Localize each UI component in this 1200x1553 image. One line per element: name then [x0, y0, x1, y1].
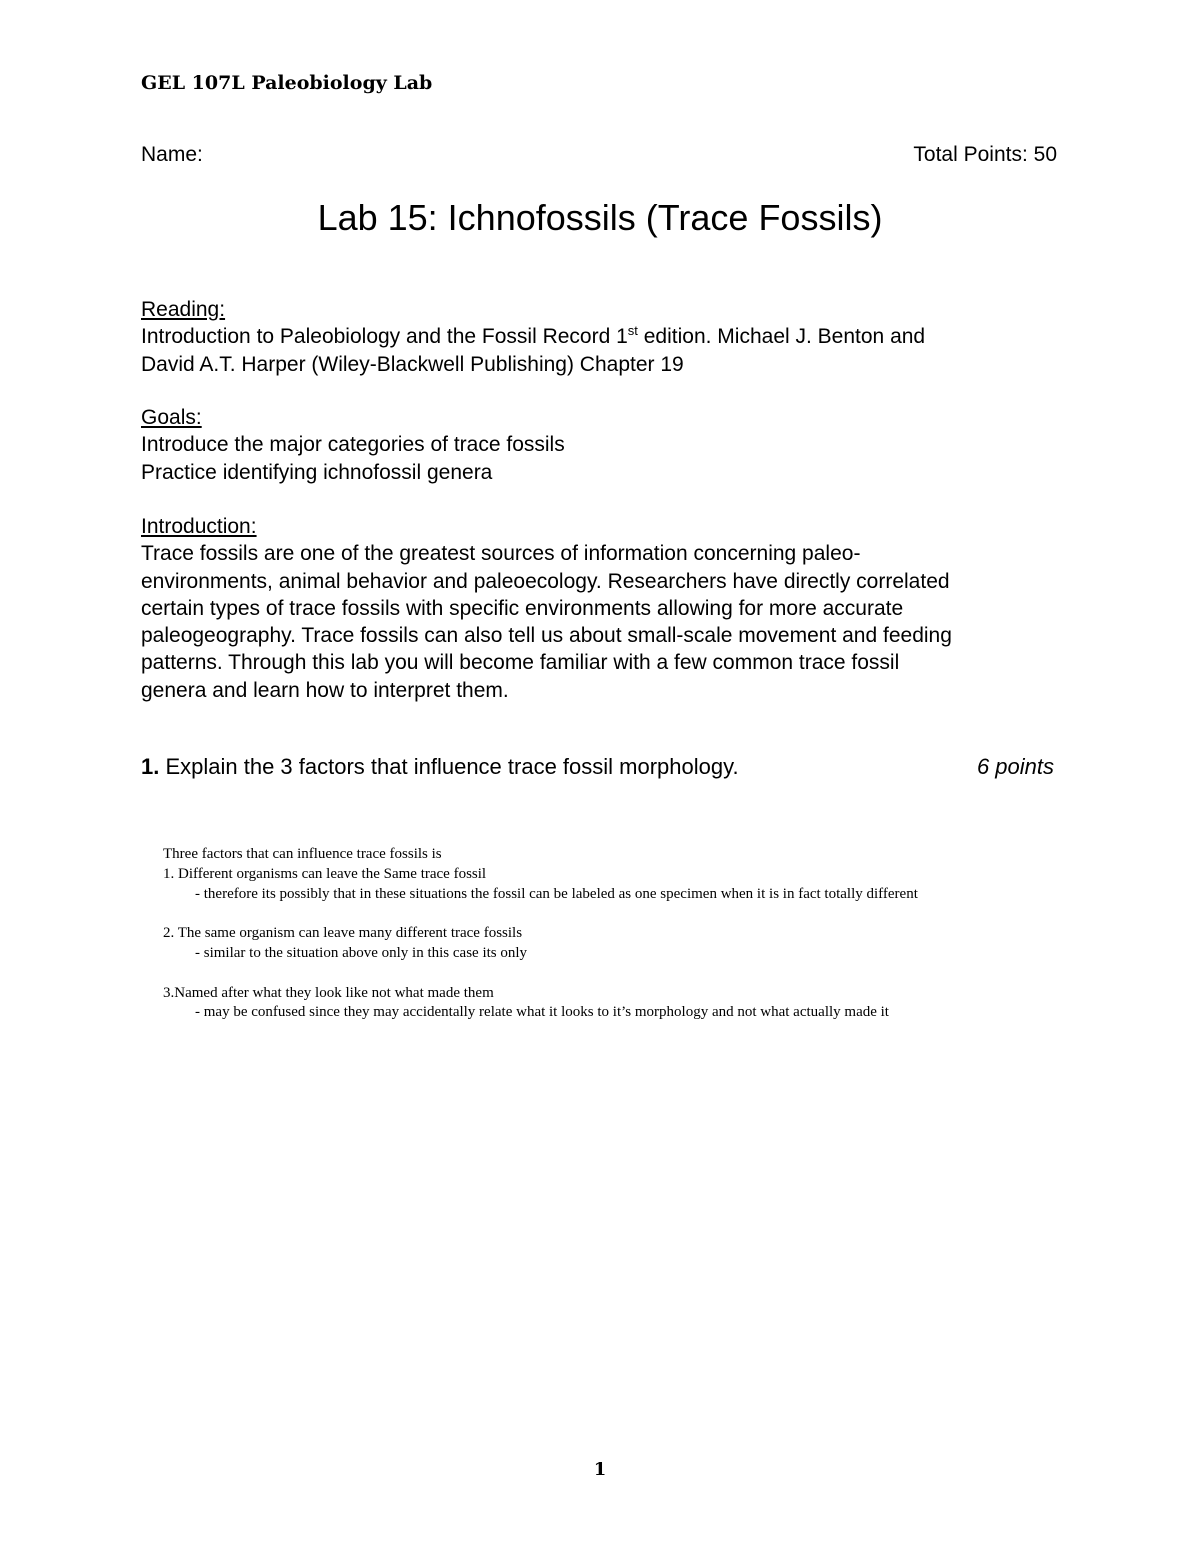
answer-factor-3: 3.Named after what they look like not what made them [163, 984, 494, 1001]
page-number: 1 [593, 1459, 607, 1480]
answer-intro: Three factors that can influence trace fossils is [163, 846, 442, 862]
answer-block [163, 845, 918, 1023]
goal-item: Practice identifying ichnofossil genera [141, 460, 493, 484]
answer-factor-3-note: - may be confused since they may accidentally relate what it looks to it’s morphology and not what actually made it [195, 1004, 889, 1021]
question-1 [141, 754, 739, 780]
goal-item: Introduce the major categories of trace fossils [141, 433, 565, 457]
name-label: Name: [141, 143, 203, 166]
question-1-text: Explain the 3 factors that influence trace fossil morphology. [159, 754, 739, 779]
answer-factor-2: 2. The same organism can leave many different trace fossils [163, 925, 523, 942]
introduction-line: patterns. Through this lab you will become familiar with a few common trace fossil [141, 651, 900, 675]
introduction-line: certain types of trace fossils with specific environments allowing for more accurate [141, 596, 904, 620]
page-title: Lab 15: Ichnofossils (Trace Fossils) [317, 197, 883, 238]
question-1-points: 6 points [976, 754, 1054, 779]
answer-factor-1-note: - therefore its possibly that in these situations the fossil can be labeled as one specimen when it is in fact totally different [195, 885, 918, 902]
reading-line-2: David A.T. Harper (Wiley-Blackwell Publishing) Chapter 19 [141, 352, 684, 376]
question-1-number: 1. [141, 754, 160, 779]
goals-section [141, 404, 1071, 486]
reading-line-1-tail: edition. Michael J. Benton and [637, 325, 926, 349]
introduction-line: Trace fossils are one of the greatest sources of information concerning paleo- [141, 542, 861, 566]
introduction-line: environments, animal behavior and paleoecology. Researchers have directly correlated [141, 569, 950, 593]
total-points: Total Points: 50 [913, 143, 1057, 166]
introduction-line: paleogeography. Trace fossils can also tell us about small-scale movement and feeding [141, 624, 952, 648]
introduction-section [141, 513, 1071, 704]
answer-factor-1: 1. Different organisms can leave the Same trace fossil [163, 865, 487, 882]
reading-line-1 [141, 323, 1071, 350]
document-header: GEL 107L Paleobiology Lab [141, 72, 433, 94]
answer-factor-2-note: - similar to the situation above only in this case its only [195, 944, 528, 961]
spacer [163, 904, 918, 924]
reading-heading: Reading: [141, 298, 226, 321]
reading-superscript: st [627, 323, 638, 339]
spacer [163, 964, 918, 984]
goals-heading: Goals: [141, 406, 202, 429]
introduction-line: genera and learn how to interpret them. [141, 678, 509, 702]
introduction-heading: Introduction: [141, 515, 257, 538]
reading-section [141, 296, 1071, 378]
reading-line-1-text: Introduction to Paleobiology and the Fossil Record 1 [141, 325, 628, 349]
